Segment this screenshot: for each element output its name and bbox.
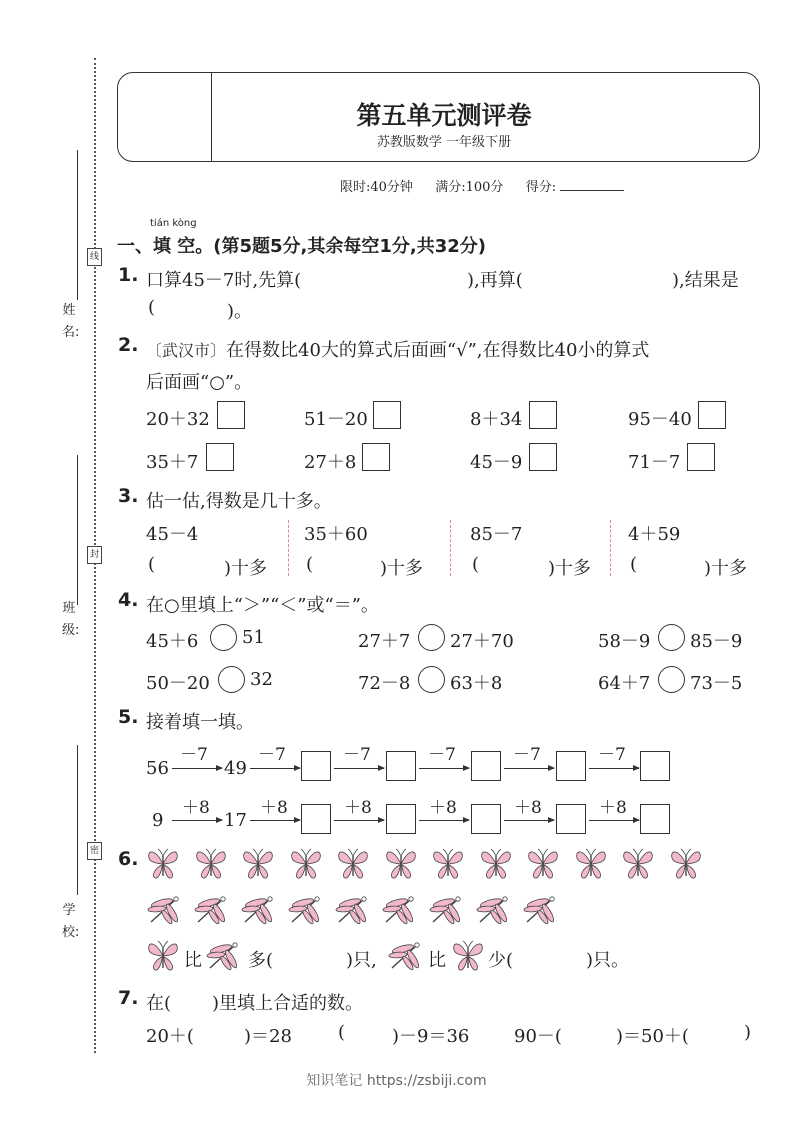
q7-number: 7. <box>118 987 139 1009</box>
q4-number: 4. <box>118 589 139 611</box>
q4-right: 32 <box>250 669 273 690</box>
butterfly-icon <box>620 846 656 886</box>
butterfly-icon <box>383 846 419 886</box>
footer-watermark: 知识笔记 https://zsbiji.com <box>306 1073 487 1089</box>
q4-left: 58－9 <box>598 631 651 652</box>
q3-open: ( <box>630 554 638 575</box>
q5-answer-box[interactable] <box>556 804 586 834</box>
q3-expr: 85－7 <box>470 524 523 545</box>
q5-arrow <box>589 820 639 821</box>
butterfly-icon <box>525 846 561 886</box>
q5-op-label: －7 <box>513 745 541 765</box>
q2-expr: 35＋7 <box>146 452 199 473</box>
butterfly-icon <box>573 846 609 886</box>
q3-text: 估一估,得数是几十多。 <box>146 491 332 512</box>
q2-answer-box[interactable] <box>373 401 401 429</box>
q3-open: ( <box>306 554 314 575</box>
q5-arrow <box>419 768 469 769</box>
q4-text: 在○里填上“＞”“＜”或“＝”。 <box>146 595 379 616</box>
q4-left: 45＋6 <box>146 631 199 652</box>
butterfly-icon <box>430 846 466 886</box>
q1-mid1: ),再算( <box>467 270 523 291</box>
q5-arrow <box>334 768 384 769</box>
q5-arrow <box>250 768 300 769</box>
section-heading <box>117 232 486 258</box>
q2-number: 2. <box>118 334 139 356</box>
q3-expr: 4＋59 <box>628 524 681 545</box>
q2-line1 <box>146 336 649 362</box>
q5-number: 5. <box>118 706 139 728</box>
q5-op-label: －7 <box>180 745 208 765</box>
q3-close: )十多 <box>704 558 748 579</box>
seal-feng: 封 <box>87 546 102 564</box>
dragonfly-icon <box>286 894 324 930</box>
q2-answer-box[interactable] <box>206 443 234 471</box>
q5-arrow <box>172 768 222 769</box>
q1-mid2: ),结果是 <box>672 270 739 291</box>
q2-expr: 45－9 <box>470 452 523 473</box>
q5-answer-box[interactable] <box>640 804 670 834</box>
q5-row1-second: 49 <box>224 758 247 779</box>
q7-e3a: 90－( <box>514 1026 562 1047</box>
class-underline <box>77 455 78 605</box>
full-score: 满分:100分 <box>435 180 504 195</box>
butterfly-icon <box>240 846 276 886</box>
q5-op-label: －7 <box>598 745 626 765</box>
q7-e2b: )－9＝36 <box>392 1026 470 1047</box>
q4-right: 51 <box>242 627 265 648</box>
q3-divider <box>288 520 289 576</box>
section-pinyin: tián kòng <box>150 218 197 229</box>
dragonfly-icon <box>239 894 277 930</box>
q2-answer-box[interactable] <box>217 401 245 429</box>
butterfly-icon <box>145 938 181 974</box>
q4-right: 27＋70 <box>450 631 514 652</box>
q5-answer-box[interactable] <box>556 751 586 781</box>
q7-text-open: 在( <box>146 993 172 1014</box>
q2-expr: 27＋8 <box>304 452 357 473</box>
q5-answer-box[interactable] <box>301 751 331 781</box>
q3-close: )十多 <box>380 558 424 579</box>
score-blank[interactable] <box>560 190 624 191</box>
dragonfly-icon <box>521 894 559 930</box>
q4-compare-circle[interactable] <box>418 624 445 651</box>
q2-answer-box[interactable] <box>698 401 726 429</box>
dragonfly-icon <box>427 894 465 930</box>
dragonfly-icon <box>145 894 183 930</box>
score-label: 得分: <box>525 180 557 195</box>
q5-op-label: ＋8 <box>514 798 542 818</box>
dragonfly-icon <box>474 894 512 930</box>
seal-mi: 密 <box>87 842 102 860</box>
q5-arrow <box>419 820 469 821</box>
q5-arrow <box>250 820 300 821</box>
q2-line2: 后面画“○”。 <box>146 372 253 393</box>
q2-expr: 71－7 <box>628 452 681 473</box>
dragonfly-icon <box>204 940 242 972</box>
q5-op-label: －7 <box>343 745 371 765</box>
q7-e2a: ( <box>338 1022 346 1043</box>
dragonfly-icon <box>380 894 418 930</box>
q2-answer-box[interactable] <box>529 401 557 429</box>
q6-s4: 比 <box>428 950 446 971</box>
dragonfly-icon <box>386 940 424 972</box>
q5-answer-box[interactable] <box>386 804 416 834</box>
q5-answer-box[interactable] <box>471 751 501 781</box>
q6-dragonfly-icon-a <box>204 940 242 976</box>
page-title: 第五单元测评卷 <box>356 101 532 130</box>
q2-answer-box[interactable] <box>529 443 557 471</box>
q4-left: 64＋7 <box>598 673 651 694</box>
q4-right: 63＋8 <box>450 673 503 694</box>
q5-answer-box[interactable] <box>386 751 416 781</box>
q6-s1: 比 <box>184 950 202 971</box>
butterfly-icon <box>288 846 324 886</box>
q5-op-label: ＋8 <box>599 798 627 818</box>
q5-text: 接着填一填。 <box>146 712 254 733</box>
q5-arrow <box>504 820 554 821</box>
time-limit: 限时:40分钟 <box>340 180 413 195</box>
q3-divider <box>450 520 451 576</box>
q5-answer-box[interactable] <box>471 804 501 834</box>
name-label: 姓 名: <box>62 303 80 340</box>
q6-butterfly-icon-b <box>450 938 486 978</box>
q1-line2-open: ( <box>148 297 156 318</box>
q2-answer-box[interactable] <box>362 443 390 471</box>
q5-row2-second: 17 <box>224 810 247 831</box>
q2-expr: 95－40 <box>628 409 692 430</box>
q2-expr: 20＋32 <box>146 409 210 430</box>
q5-op-label: －7 <box>258 745 286 765</box>
q6-s3: )只, <box>346 950 377 971</box>
q3-number: 3. <box>118 485 139 507</box>
q3-close: )十多 <box>548 558 592 579</box>
q6-dragonfly-icon-b <box>386 940 424 976</box>
q6-number: 6. <box>118 848 139 870</box>
q6-s5: 少( <box>488 950 514 971</box>
q4-right: 73－5 <box>690 673 743 694</box>
q1-line1: 口算45－7时,先算( <box>146 270 302 291</box>
dragonfly-icon <box>192 894 230 930</box>
q5-row1-start: 56 <box>146 758 169 779</box>
page-subtitle: 苏教版数学 一年级下册 <box>376 135 512 150</box>
q5-arrow <box>504 768 554 769</box>
q4-right: 85－9 <box>690 631 743 652</box>
q6-s6: )只。 <box>586 950 630 971</box>
q7-e3c: ) <box>744 1022 752 1043</box>
q2-answer-box[interactable] <box>687 443 715 471</box>
school-label: 学 校: <box>62 903 80 940</box>
q2-expr: 8＋34 <box>470 409 523 430</box>
butterfly-icon <box>450 938 486 974</box>
q7-e1b: )＝28 <box>244 1026 292 1047</box>
q5-arrow <box>589 768 639 769</box>
q3-open: ( <box>148 554 156 575</box>
q6-s2: 多( <box>248 950 274 971</box>
seal-xian: 线 <box>87 248 102 266</box>
q5-row2-start: 9 <box>152 810 164 831</box>
q1-number: 1. <box>118 264 139 286</box>
q5-arrow <box>172 820 222 821</box>
q4-compare-circle[interactable] <box>658 624 685 651</box>
q2-line1-text: 在得数比40大的算式后面画“√”,在得数比40小的算式 <box>226 340 650 361</box>
butterfly-icon <box>193 846 229 886</box>
section-name: 填 空 <box>153 236 196 257</box>
exam-meta <box>340 176 624 195</box>
q5-arrow <box>334 820 384 821</box>
q2-tag: 〔武汉市〕 <box>146 341 227 360</box>
butterfly-icon <box>668 846 704 886</box>
q7-text-close: )里填上合适的数。 <box>212 993 364 1014</box>
q4-compare-circle[interactable] <box>658 666 685 693</box>
q3-expr: 45－4 <box>146 524 199 545</box>
q5-op-label: ＋8 <box>260 798 288 818</box>
q5-answer-box[interactable] <box>640 751 670 781</box>
class-label: 班 级: <box>62 601 80 638</box>
q5-op-label: ＋8 <box>182 798 210 818</box>
section-prefix: 一、 <box>117 236 153 257</box>
dragonfly-icon <box>333 894 371 930</box>
q5-answer-box[interactable] <box>301 804 331 834</box>
q5-op-label: ＋8 <box>344 798 372 818</box>
name-underline <box>77 150 78 300</box>
q1-line2-close: )。 <box>227 301 253 322</box>
q7-e1a: 20＋( <box>146 1026 194 1047</box>
q5-op-label: ＋8 <box>429 798 457 818</box>
q4-left: 72－8 <box>358 673 411 694</box>
q5-op-label: －7 <box>428 745 456 765</box>
section-rest: 。(第5题5分,其余每空1分,共32分) <box>195 236 487 257</box>
q3-open: ( <box>472 554 480 575</box>
q2-expr: 51－20 <box>304 409 368 430</box>
q4-compare-circle[interactable] <box>418 666 445 693</box>
butterfly-icon <box>478 846 514 886</box>
q3-expr: 35＋60 <box>304 524 368 545</box>
q7-e3b: )＝50＋( <box>616 1026 689 1047</box>
q3-close: )十多 <box>224 558 268 579</box>
q4-compare-circle[interactable] <box>218 666 245 693</box>
butterfly-icon <box>335 846 371 886</box>
school-underline <box>77 745 78 895</box>
q3-divider <box>610 520 611 576</box>
q4-left: 27＋7 <box>358 631 411 652</box>
butterfly-icon <box>145 846 181 886</box>
q6-butterfly-icon-a <box>145 938 181 978</box>
q4-compare-circle[interactable] <box>210 624 237 651</box>
q4-left: 50－20 <box>146 673 210 694</box>
